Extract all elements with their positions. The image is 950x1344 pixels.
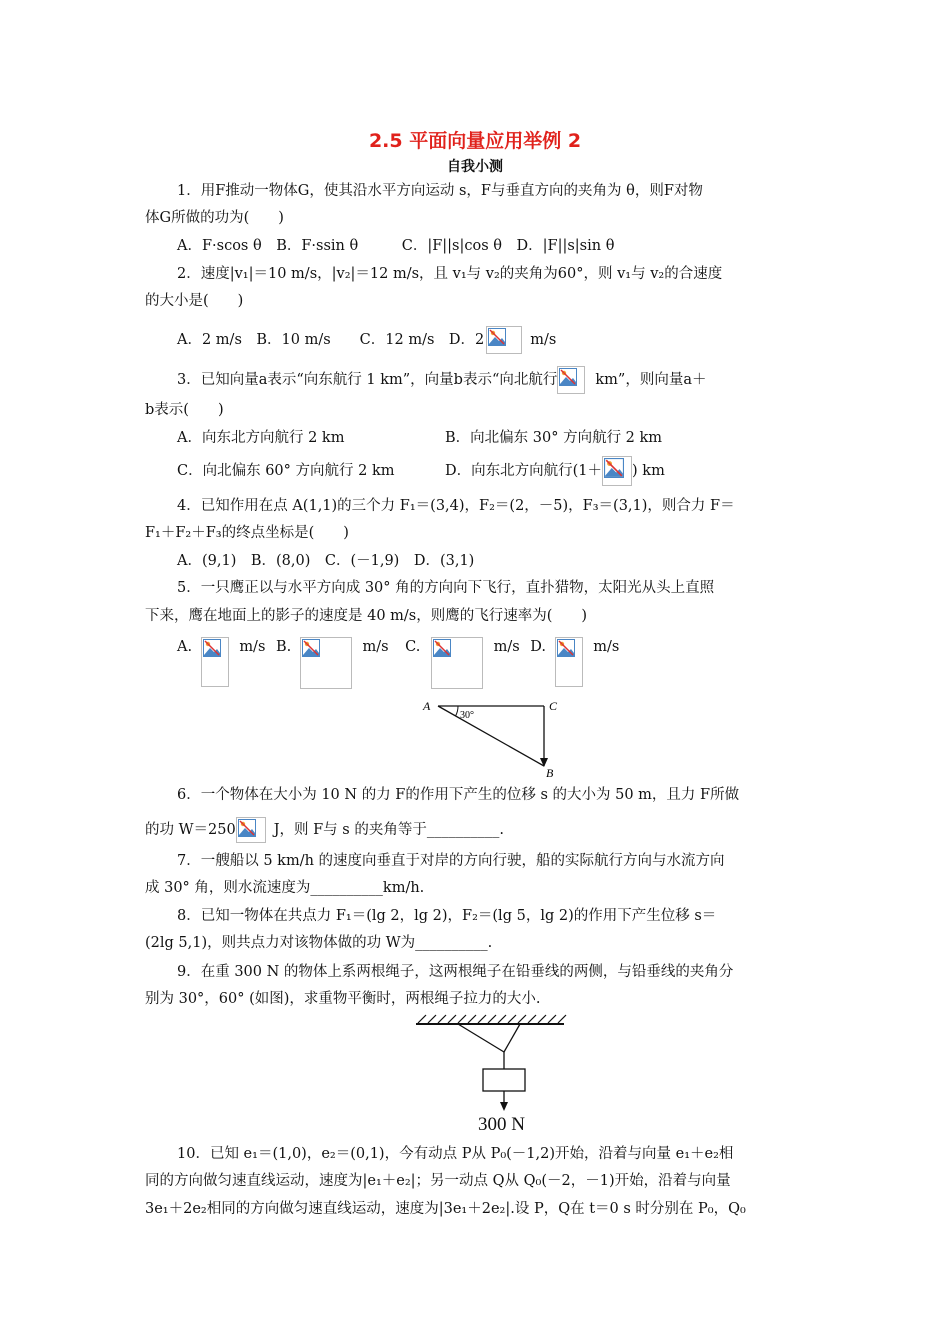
q4-options: A．(9,1) B．(8,0) C．(－1,9) D．(3,1) <box>177 553 475 569</box>
q8-line1: 8．已知一物体在共点力 F₁＝(lg 2，lg 2)，F₂＝(lg 5，lg 2)的作用下产生位移 s＝ <box>177 908 717 924</box>
q6-line2-tail: J，则 F与 s 的夹角等于__________. <box>273 822 504 838</box>
q10-line1: 10．已知 e₁＝(1,0)，e₂＝(0,1)，今有动点 P从 P₀(－1,2)开始，沿着与向量 e₁＋e₂相 <box>177 1146 734 1162</box>
label-a: A <box>423 699 431 713</box>
q2-unit: m/s <box>530 332 557 348</box>
q10-line3: 3e₁＋2e₂相同的方向做匀速直线运动，速度为|3e₁＋2e₂|.设 P，Q在 t＝0 s 时分别在 P₀，Q₀ <box>145 1201 746 1217</box>
broken-image-icon <box>300 637 352 689</box>
rope-right <box>504 1024 520 1052</box>
q3-option-a: A．向东北方向航行 2 km <box>177 430 345 446</box>
triangle-side-ab <box>438 706 544 766</box>
q2-line1: 2．速度|v₁|＝10 m/s，|v₂|＝12 m/s，且 v₁与 v₂的夹角为60°，则 v₁与 v₂的合速度 <box>177 266 723 282</box>
q5-options <box>177 637 619 689</box>
q4-line1: 4．已知作用在点 A(1,1)的三个力 F₁＝(3,4)，F₂＝(2，－5)，F₃＝(3,1)，则合力 F＝ <box>177 498 735 514</box>
q3-option-c: C．向北偏东 60° 方向航行 2 km <box>177 463 395 479</box>
weight-label: 300 N <box>478 1114 525 1135</box>
q3-option-b: B．向北偏东 30° 方向航行 2 km <box>445 430 663 446</box>
q9-line1: 9．在重 300 N 的物体上系两根绳子，这两根绳子在铅垂线的两侧，与铅垂线的夹角分 <box>177 964 734 980</box>
rope-left <box>458 1024 504 1052</box>
q1-line1: 1．用F推动一物体G，使其沿水平方向运动 s，F与垂直方向的夹角为 θ，则F对物 <box>177 183 703 199</box>
broken-image-icon <box>555 637 583 687</box>
q10-line2: 同的方向做匀速直线运动，速度为|e₁＋e₂|；另一动点 Q从 Q₀(－2，－1)开始，沿着与向量 <box>145 1173 731 1189</box>
q4-line2: F₁＋F₂＋F₃的终点坐标是( ) <box>145 525 349 541</box>
q3-line1-text: 3．已知向量a表示“向东航行 1 km”，向量b表示“向北航行 <box>177 372 558 388</box>
q7-line2: 成 30° 角，则水流速度为__________km/h. <box>145 880 425 896</box>
triangle-diagram <box>420 695 565 780</box>
q6-line2 <box>145 817 504 843</box>
broken-image-icon <box>236 817 266 843</box>
q5-line1: 5．一只鹰正以与水平方向成 30° 角的方向向下飞行，直扑猎物，太阳光从头上直照 <box>177 580 715 596</box>
page-subtitle: 自我小测 <box>447 159 503 175</box>
q1-options: A．F·scos θ B．F·ssin θ C．|F||s|cos θ D．|F||s|sin θ <box>177 238 615 254</box>
broken-image-icon <box>602 456 632 486</box>
q3-line1 <box>177 366 706 394</box>
q5-option-a-unit: m/s <box>239 639 266 655</box>
q2-options-text: A．2 m/s B．10 m/s C．12 m/s D．2 <box>177 332 485 348</box>
angle-label: 30° <box>460 710 474 721</box>
label-c: C <box>549 699 558 713</box>
q7-line1: 7．一艘船以 5 km/h 的速度向垂直于对岸的方向行驶，船的实际航行方向与水流方向 <box>177 853 725 869</box>
q3-line1-tail: km”，则向量a＋ <box>595 372 707 388</box>
q6-line2-text: 的功 W＝250 <box>145 822 236 838</box>
arrowhead-icon <box>500 1102 508 1111</box>
q5-option-a-label: A. <box>177 639 193 655</box>
q2-line2: 的大小是( ) <box>145 293 244 309</box>
angle-arc <box>456 706 459 716</box>
q9-line2: 别为 30°，60° (如图)，求重物平衡时，两根绳子拉力的大小. <box>145 991 541 1007</box>
q1-line2: 体G所做的功为( ) <box>145 210 284 226</box>
q8-line2: (2lg 5,1)，则共点力对该物体做的功 W为__________. <box>145 935 493 951</box>
q3-option-d-tail: ) km <box>632 463 665 479</box>
q5-option-c-label: C. <box>405 639 421 655</box>
hanging-weight-diagram <box>410 1012 570 1112</box>
broken-image-icon <box>201 637 229 687</box>
ceiling-hatching <box>418 1015 566 1023</box>
broken-image-icon <box>557 366 585 394</box>
broken-image-icon <box>486 326 522 354</box>
q2-options <box>177 326 556 354</box>
page-title: 2.5 平面向量应用举例 2 <box>368 130 582 152</box>
q5-option-d-unit: m/s <box>593 639 620 655</box>
q6-line1: 6．一个物体在大小为 10 N 的力 F的作用下产生的位移 s 的大小为 50 m，且力 F所做 <box>177 787 740 803</box>
q5-option-d-label: D. <box>530 639 546 655</box>
q5-line2: 下来，鹰在地面上的影子的速度是 40 m/s，则鹰的飞行速率为( ) <box>145 608 588 624</box>
q3-option-d <box>445 456 665 486</box>
label-b: B <box>546 766 554 780</box>
q5-option-b-label: B. <box>276 639 292 655</box>
broken-image-icon <box>431 637 483 689</box>
q3-option-d-text: D．向东北方向航行(1＋ <box>445 463 603 479</box>
q5-option-b-unit: m/s <box>362 639 389 655</box>
weight-block <box>483 1069 525 1091</box>
q3-line2: b表示( ) <box>145 402 224 418</box>
q5-option-c-unit: m/s <box>493 639 520 655</box>
